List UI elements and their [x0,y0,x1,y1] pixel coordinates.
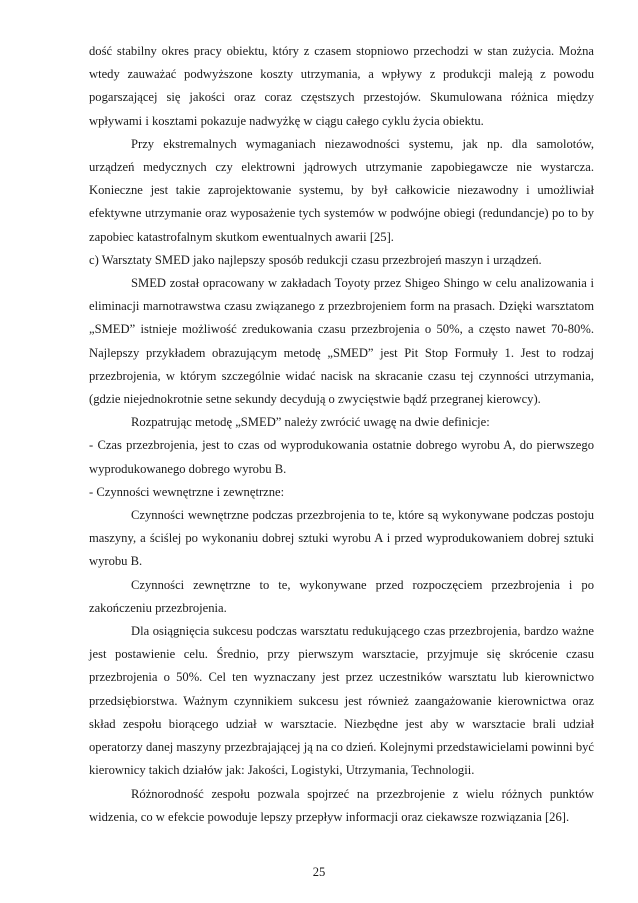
paragraph: Rozpatrując metodę „SMED” należy zwrócić uwagę na dwie definicje: [131,415,490,430]
paragraph: Dla osiągnięcia sukcesu podczas warsztatu redukującego czas przezbrojenia, bardzo ważne jest postawienie celu. Średnio, przy pierwszym warsztacie, przyjmuje się skrócenie czasu przezbrojenia o 50%. Cel ten wyznaczany jest przez uczestników warsztatu lub kierownictwo przedsiębiorstwa. Ważnym czynnikiem sukcesu jest również zaangażowanie kierownictwa oraz skład zespołu biorącego udział w warsztacie. Niezbędne jest aby w warsztacie brali udział operatorzy danej maszyny przezbrajającej ją na co dzień. Kolejnymi przedstawicielami powinni być kierownicy takich działów jak: Jakości, Logistyki, Utrzymania, Technologii. [89,624,594,778]
definition-item: - Czas przezbrojenia, jest to czas od wyprodukowania ostatnie dobrego wyrobu A, do pierwszego wyprodukowanego dobrego wyrobu B. [89,438,594,476]
body-text [89,40,594,829]
definition-item: - Czynności wewnętrzne i zewnętrzne: [89,484,285,499]
paragraph: Różnorodność zespołu pozwala spojrzeć na przezbrojenie z wielu różnych punktów widzenia, co w efekcie powoduje lepszy przepływ informacji oraz ciekawsze rozwiązania [26]. [89,786,594,824]
paragraph: dość stabilny okres pracy obiektu, który z czasem stopniowo przechodzi w stan zużycia. Można wtedy zauważać podwyższone koszty utrzymania, a wpływy z produkcji maleją z powodu pogarszającej się jakości oraz coraz częstszych przestojów. Skumulowana różnica między wpływami i kosztami pokazuje nadwyżkę w ciągu całego cyklu życia obiektu. [89,44,594,128]
paragraph: Przy ekstremalnych wymaganiach niezawodności systemu, jak np. dla samolotów, urządzeń medycznych czy elektrowni jądrowych utrzymanie zapobiegawcze nie wystarcza. Konieczne jest takie zaprojektowanie systemu, by był całkowicie niezawodny i umożliwiał efektywne utrzymanie oraz wyposażenie tych systemów w podwójne obiegi (redundancje) po to by zapobiec katastrofalnym skutkom ewentualnych awarii [25]. [89,136,594,244]
section-heading: c) Warsztaty SMED jako najlepszy sposób redukcji czasu przezbrojeń maszyn i urządzeń. [89,252,542,267]
paragraph: Czynności wewnętrzne podczas przezbrojenia to te, które są wykonywane podczas postoju maszyny, a ściślej po wykonaniu dobrej sztuki wyrobu A i przed wyprodukowaniem dobrej sztuki wyrobu B. [89,508,594,569]
page-number: 25 [312,865,326,879]
paragraph: SMED został opracowany w zakładach Toyoty przez Shigeo Shingo w celu analizowania i eliminacji marnotrawstwa czasu związanego z przezbrojeniem form na prasach. Dzięki warsztatom „SMED” istnieje możliwość zredukowania czasu przezbrojenia o 50%, a często nawet 70-80%. Najlepszy przykładem obrazującym metodę „SMED” jest Pit Stop Formuły 1. Jest to rodzaj przezbrojenia, w którym szczególnie widać nacisk na skracanie czasu tej czynności utrzymania, (gdzie niejednokrotnie setne sekundy decydują o zwycięstwie bądź przegranej kierowcy). [89,276,594,407]
paragraph: Czynności zewnętrzne to te, wykonywane przed rozpoczęciem przezbrojenia i po zakończeniu przezbrojenia. [89,577,594,615]
